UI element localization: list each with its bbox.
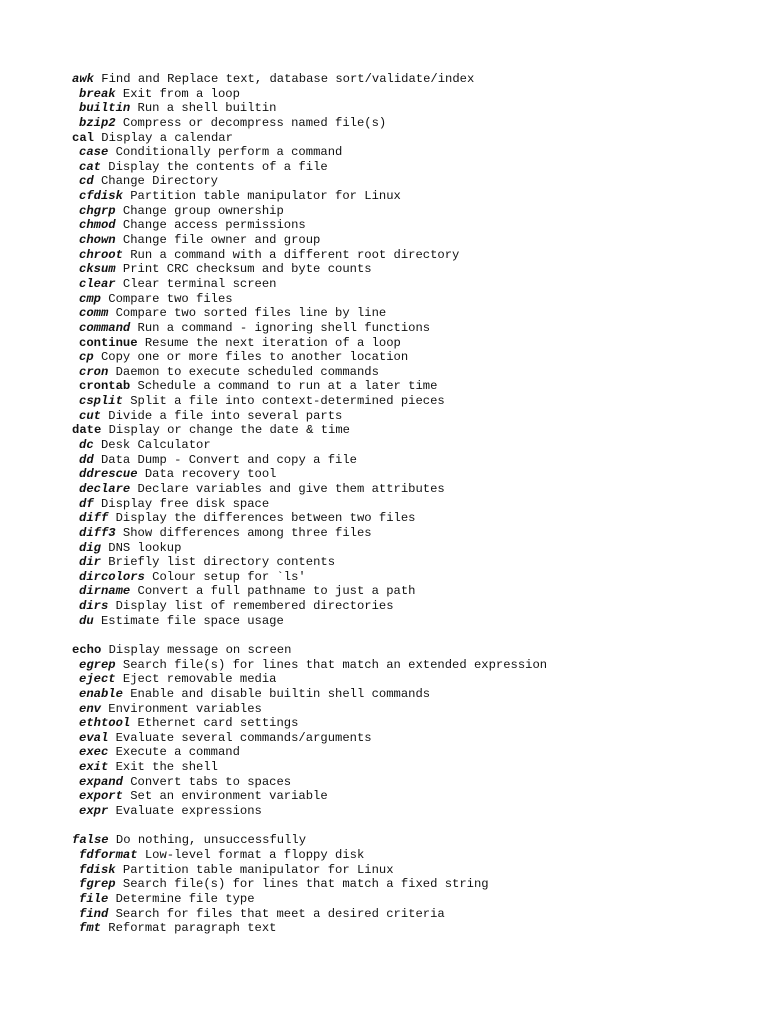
command-name: cp <box>79 350 94 365</box>
command-name: diff <box>79 511 109 526</box>
command-description: Find and Replace text, database sort/validate/index <box>101 72 475 86</box>
command-description: Display the contents of a file <box>108 159 328 174</box>
command-name: date <box>72 423 102 438</box>
command-name: ddrescue <box>79 467 138 482</box>
command-name: cmp <box>79 291 101 306</box>
command-entry <box>72 262 547 277</box>
command-entry <box>72 174 547 189</box>
command-entry <box>72 409 547 424</box>
command-description: Environment variables <box>108 701 262 716</box>
command-description: Eject removable media <box>122 672 277 687</box>
command-name: file <box>79 891 109 906</box>
command-entry <box>72 189 547 204</box>
command-name: cal <box>72 130 94 145</box>
command-name: exec <box>79 745 109 760</box>
command-entry <box>72 760 547 775</box>
command-entry <box>72 379 547 394</box>
command-entry <box>72 87 547 102</box>
command-name: cron <box>79 364 109 379</box>
command-name: dirs <box>79 599 109 614</box>
command-name: bzip2 <box>79 115 116 130</box>
command-entry <box>72 907 547 922</box>
command-name: dir <box>79 555 101 570</box>
command-description: Data Dump - Convert and copy a file <box>100 452 357 467</box>
command-entry <box>72 497 547 512</box>
command-name: crontab <box>79 379 131 394</box>
command-description: Partition table manipulator for Linux <box>122 862 394 877</box>
command-name: expand <box>79 774 123 789</box>
command-entry <box>72 350 547 365</box>
command-entry <box>72 453 547 468</box>
command-description: Run a shell builtin <box>137 101 277 116</box>
command-name: awk <box>72 72 94 86</box>
command-description: Execute a command <box>115 745 240 760</box>
command-entry <box>72 131 547 146</box>
command-entry <box>72 526 547 541</box>
command-description: Colour setup for `ls' <box>152 569 306 584</box>
command-description: Copy one or more files to another location <box>100 350 409 365</box>
command-description: Convert tabs to spaces <box>130 774 292 789</box>
command-name: env <box>79 701 101 716</box>
command-name: command <box>79 320 131 335</box>
command-name: chroot <box>79 247 123 262</box>
command-entry <box>72 541 547 556</box>
command-description: Display or change the date & time <box>108 423 350 438</box>
command-name: df <box>79 496 94 511</box>
command-description: Determine file type <box>115 891 255 906</box>
command-entry <box>72 482 547 497</box>
command-description: Search for files that meet a desired criteria <box>115 906 445 921</box>
blank-line <box>72 819 547 834</box>
command-description: Display list of remembered directories <box>115 599 394 614</box>
command-description: Desk Calculator <box>100 438 211 453</box>
command-name: enable <box>79 686 123 701</box>
command-entry <box>72 921 547 936</box>
command-name: dig <box>79 540 101 555</box>
command-name: find <box>79 906 109 921</box>
command-description: Show differences among three files <box>122 525 372 540</box>
command-name: ethtool <box>79 716 131 731</box>
command-description: Partition table manipulator for Linux <box>130 189 401 204</box>
blank-line <box>72 628 547 643</box>
command-entry <box>72 672 547 687</box>
command-entry <box>72 643 547 658</box>
command-description: Clear terminal screen <box>122 276 277 291</box>
command-description: Reformat paragraph text <box>108 921 277 936</box>
command-entry <box>72 745 547 760</box>
command-name: dc <box>79 438 94 453</box>
command-name: csplit <box>79 394 123 409</box>
command-entry <box>72 101 547 116</box>
command-description: Briefly list directory contents <box>108 555 336 570</box>
command-name: declare <box>79 481 131 496</box>
command-description: Schedule a command to run at a later time <box>137 379 438 394</box>
command-description: Split a file into context-determined pieces <box>130 394 445 409</box>
command-name: eval <box>79 730 109 745</box>
command-entry <box>72 467 547 482</box>
command-entry <box>72 555 547 570</box>
command-name: builtin <box>79 101 131 116</box>
command-description: Compare two sorted files line by line <box>115 306 387 321</box>
command-entry <box>72 570 547 585</box>
command-description: Change group ownership <box>122 203 284 218</box>
command-name: chown <box>79 233 116 248</box>
command-description: Convert a full pathname to just a path <box>137 584 416 599</box>
command-description: Print CRC checksum and byte counts <box>122 262 372 277</box>
command-name: continue <box>79 335 138 350</box>
command-description: Change access permissions <box>122 218 306 233</box>
command-name: eject <box>79 672 116 687</box>
command-entry <box>72 702 547 717</box>
command-name: cut <box>79 408 101 423</box>
command-name: dirname <box>79 584 131 599</box>
command-name: cfdisk <box>79 189 123 204</box>
command-entry <box>72 277 547 292</box>
command-description: Exit from a loop <box>122 86 240 101</box>
command-entry <box>72 731 547 746</box>
command-description: Do nothing, unsuccessfully <box>115 833 307 848</box>
command-name: break <box>79 86 116 101</box>
command-entry <box>72 218 547 233</box>
command-entry <box>72 204 547 219</box>
command-entry <box>72 789 547 804</box>
command-description: Daemon to execute scheduled commands <box>115 364 379 379</box>
command-name: chmod <box>79 218 116 233</box>
command-description: Search file(s) for lines that match a fixed string <box>122 877 489 892</box>
command-list <box>72 72 547 936</box>
command-description: Display message on screen <box>108 642 292 657</box>
command-entry <box>72 438 547 453</box>
command-entry <box>72 394 547 409</box>
command-entry <box>72 892 547 907</box>
command-description: Display the differences between two files <box>115 511 416 526</box>
command-name: expr <box>79 804 109 819</box>
command-name: dircolors <box>79 569 145 584</box>
command-name: cat <box>79 159 101 174</box>
command-entry <box>72 584 547 599</box>
command-entry <box>72 511 547 526</box>
command-description: Data recovery tool <box>144 467 277 482</box>
command-description: Run a command - ignoring shell functions <box>137 320 431 335</box>
command-name: false <box>72 833 109 848</box>
command-name: chgrp <box>79 203 116 218</box>
command-entry <box>72 687 547 702</box>
command-name: exit <box>79 760 109 775</box>
command-description: Run a command with a different root directory <box>130 247 460 262</box>
command-entry <box>72 423 547 438</box>
command-name: cd <box>79 174 94 189</box>
command-entry <box>72 599 547 614</box>
command-description: Divide a file into several parts <box>108 408 343 423</box>
command-description: Evaluate several commands/arguments <box>115 730 372 745</box>
command-description: Evaluate expressions <box>115 804 262 819</box>
command-description: Search file(s) for lines that match an extended expression <box>122 657 548 672</box>
command-entry <box>72 306 547 321</box>
command-name: cksum <box>79 262 116 277</box>
command-name: export <box>79 789 123 804</box>
command-name: fdformat <box>79 847 138 862</box>
command-name: echo <box>72 642 102 657</box>
command-name: clear <box>79 276 116 291</box>
command-entry <box>72 804 547 819</box>
command-entry <box>72 848 547 863</box>
command-description: Resume the next iteration of a loop <box>144 335 401 350</box>
command-entry <box>72 321 547 336</box>
command-entry <box>72 116 547 131</box>
command-description: Estimate file space usage <box>100 613 284 628</box>
command-name: du <box>79 613 94 628</box>
command-entry <box>72 233 547 248</box>
command-description: Compare two files <box>108 291 233 306</box>
command-entry <box>72 863 547 878</box>
command-description: Compress or decompress named file(s) <box>122 115 387 130</box>
command-name: dd <box>79 452 94 467</box>
command-entry <box>72 145 547 160</box>
command-name: fgrep <box>79 877 116 892</box>
command-entry <box>72 248 547 263</box>
command-name: comm <box>79 306 109 321</box>
command-entry <box>72 292 547 307</box>
command-entry <box>72 72 547 87</box>
command-entry <box>72 160 547 175</box>
command-entry <box>72 365 547 380</box>
command-description: Change file owner and group <box>122 233 321 248</box>
command-description: Set an environment variable <box>130 789 328 804</box>
command-description: Display free disk space <box>100 496 270 511</box>
command-entry <box>72 614 547 629</box>
command-description: Display a calendar <box>101 130 233 145</box>
command-entry <box>72 716 547 731</box>
command-entry <box>72 877 547 892</box>
command-description: Ethernet card settings <box>137 716 299 731</box>
command-name: diff3 <box>79 525 116 540</box>
command-name: fmt <box>79 921 101 936</box>
command-name: fdisk <box>79 862 116 877</box>
command-description: Enable and disable builtin shell commands <box>130 686 431 701</box>
command-name: case <box>79 145 109 160</box>
command-entry <box>72 336 547 351</box>
command-entry <box>72 658 547 673</box>
command-entry <box>72 775 547 790</box>
command-description: Conditionally perform a command <box>115 145 343 160</box>
command-name: egrep <box>79 657 116 672</box>
command-description: Exit the shell <box>115 760 218 775</box>
command-entry <box>72 833 547 848</box>
command-description: DNS lookup <box>108 540 182 555</box>
command-description: Declare variables and give them attributes <box>137 481 445 496</box>
command-description: Change Directory <box>100 174 218 189</box>
command-description: Low-level format a floppy disk <box>144 847 365 862</box>
